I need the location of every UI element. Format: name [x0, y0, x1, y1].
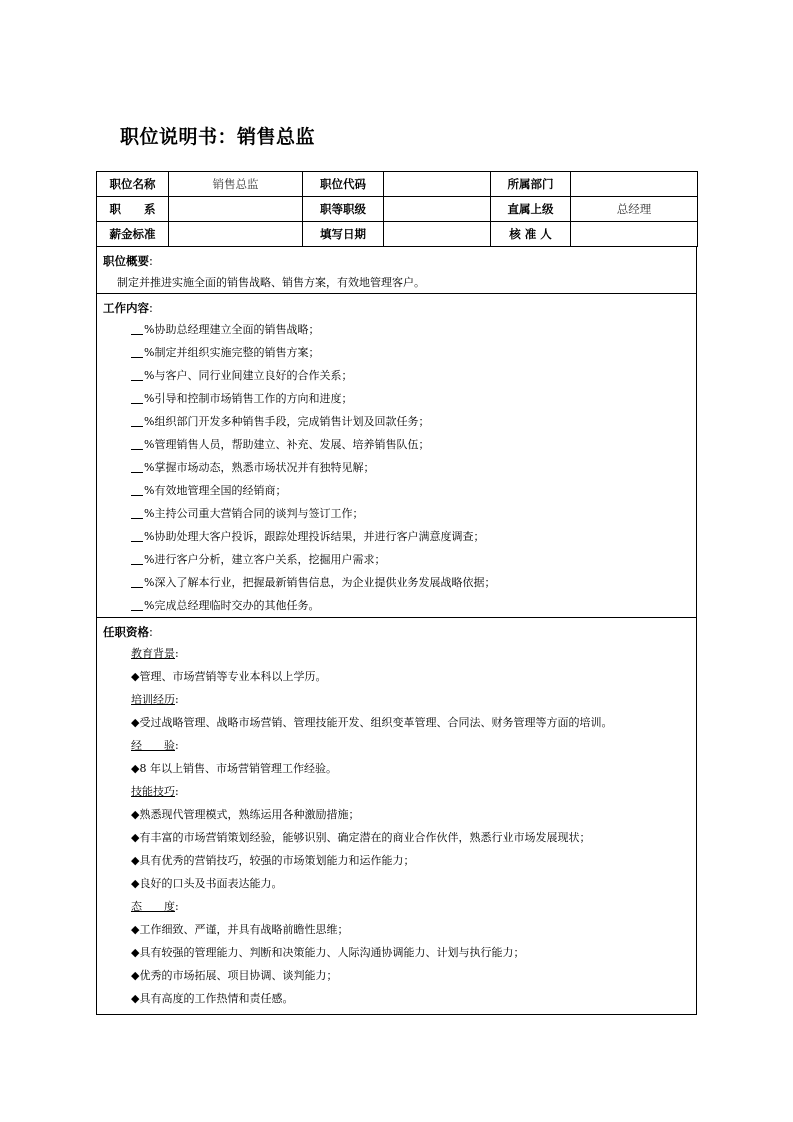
- qualifications-title-text: 任职资格: [103, 625, 149, 639]
- fill-date-value: [384, 222, 491, 247]
- education-item: ◆管理、市场营销等专业本科以上学历。: [131, 670, 327, 683]
- qualifications-title-colon: :: [149, 625, 153, 639]
- duties-list: [97, 318, 696, 617]
- salary-value: [169, 222, 303, 247]
- grade-level-label: 职等职级: [303, 197, 384, 222]
- duty-item: [97, 318, 696, 341]
- experience-label: 经 验: [131, 739, 175, 752]
- education-label: 教育背景: [131, 647, 175, 660]
- duties-title-text: 工作内容: [103, 301, 149, 315]
- overview-text: 制定并推进实施全面的销售战略、销售方案，有效地管理客户。: [117, 276, 425, 289]
- attitude-item: ◆具有较强的管理能力、判断和决策能力、人际沟通协调能力、计划与执行能力；: [131, 946, 525, 959]
- duty-text: %主持公司重大营销合同的谈判与签订工作；: [144, 507, 364, 520]
- skills-heading: [97, 780, 696, 803]
- attitude-heading: [97, 895, 696, 918]
- duty-item: [97, 364, 696, 387]
- duty-text: %协助处理大客户投诉，跟踪处理投诉结果，并进行客户满意度调查；: [144, 530, 485, 543]
- blank-underline: [131, 437, 143, 450]
- info-row: [97, 222, 698, 247]
- department-value: [571, 172, 698, 197]
- skills-label: 技能技巧: [131, 785, 175, 798]
- qualifications-section: [96, 618, 697, 1015]
- duty-item: [97, 479, 696, 502]
- blank-underline: [131, 506, 143, 519]
- page-title: 职位说明书：销售总监: [120, 126, 316, 148]
- duty-item: [97, 594, 696, 617]
- duty-item: [97, 502, 696, 525]
- blank-underline: [131, 460, 143, 473]
- info-table: [96, 171, 698, 247]
- blank-underline: [131, 345, 143, 358]
- job-family-label: 职 系: [97, 197, 169, 222]
- blank-underline: [131, 322, 143, 335]
- duty-text: %管理销售人员，帮助建立、补充、发展、培养销售队伍；: [144, 438, 430, 451]
- experience-item: ◆8 年以上销售、市场营销管理工作经验。: [131, 762, 337, 775]
- duty-text: %制定并组织实施完整的销售方案；: [144, 346, 320, 359]
- blank-underline: [131, 414, 143, 427]
- duty-text: %有效地管理全国的经销商；: [144, 484, 287, 497]
- duties-title-colon: :: [149, 301, 153, 315]
- info-row: [97, 172, 698, 197]
- training-heading: [97, 688, 696, 711]
- approver-value: [571, 222, 698, 247]
- experience-colon: :: [175, 739, 179, 752]
- grade-level-value: [384, 197, 491, 222]
- duties-section: [96, 294, 697, 618]
- blank-underline: [131, 575, 143, 588]
- qualifications-title: [97, 622, 696, 642]
- education-colon: :: [175, 647, 179, 660]
- training-item: ◆受过战略管理、战略市场营销、管理技能开发、组织变革管理、合同法、财务管理等方面的培训。: [131, 716, 613, 729]
- position-code-value: [384, 172, 491, 197]
- salary-label: 薪金标准: [97, 222, 169, 247]
- overview-section: [96, 247, 697, 294]
- duty-item: [97, 387, 696, 410]
- duty-item: [97, 433, 696, 456]
- duty-text: %组织部门开发多种销售手段，完成销售计划及回款任务；: [144, 415, 430, 428]
- duty-item: [97, 410, 696, 433]
- direct-supervisor-label: 直属上级: [491, 197, 571, 222]
- blank-underline: [131, 552, 143, 565]
- duty-text: %完成总经理临时交办的其他任务。: [144, 599, 320, 612]
- blank-underline: [131, 529, 143, 542]
- training-colon: :: [175, 693, 179, 706]
- attitude-colon: :: [175, 900, 179, 913]
- position-name-value: 销售总监: [169, 172, 303, 197]
- duty-item: [97, 341, 696, 364]
- attitude-item: ◆具有高度的工作热情和责任感。: [131, 992, 294, 1005]
- duty-text: %掌握市场动态，熟悉市场状况并有独特见解；: [144, 461, 375, 474]
- fill-date-label: 填写日期: [303, 222, 384, 247]
- duty-item: [97, 525, 696, 548]
- job-description-form: [96, 171, 697, 1015]
- attitude-item: ◆优秀的市场拓展、项目协调、谈判能力；: [131, 969, 338, 982]
- approver-label: 核 准 人: [491, 222, 571, 247]
- job-family-value: [169, 197, 303, 222]
- overview-title-text: 职位概要: [103, 254, 149, 268]
- training-label: 培训经历: [131, 693, 175, 706]
- qualifications-list: [97, 642, 696, 1010]
- position-name-label: 职位名称: [97, 172, 169, 197]
- duty-text: %引导和控制市场销售工作的方向和进度；: [144, 392, 353, 405]
- duties-title: [97, 298, 696, 318]
- duty-text: %进行客户分析，建立客户关系，挖掘用户需求；: [144, 553, 386, 566]
- skills-item: ◆具有优秀的营销技巧，较强的市场策划能力和运作能力；: [131, 854, 415, 867]
- skills-item: ◆良好的口头及书面表达能力。: [131, 877, 283, 890]
- education-heading: [97, 642, 696, 665]
- direct-supervisor-value: 总经理: [571, 197, 698, 222]
- attitude-label: 态 度: [131, 900, 175, 913]
- overview-title: [97, 251, 696, 271]
- attitude-item: ◆工作细致、严谨，并具有战略前瞻性思维；: [131, 923, 349, 936]
- duty-item: [97, 571, 696, 594]
- skills-item: ◆有丰富的市场营销策划经验，能够识别、确定潜在的商业合作伙伴，熟悉行业市场发展现状；: [131, 831, 591, 844]
- duty-text: %协助总经理建立全面的销售战略；: [144, 323, 320, 336]
- experience-heading: [97, 734, 696, 757]
- blank-underline: [131, 598, 143, 611]
- overview-title-colon: :: [149, 254, 153, 268]
- position-code-label: 职位代码: [303, 172, 384, 197]
- skills-item: ◆熟悉现代管理模式，熟练运用各种激励措施；: [131, 808, 360, 821]
- department-label: 所属部门: [491, 172, 571, 197]
- duty-item: [97, 548, 696, 571]
- info-row: [97, 197, 698, 222]
- duty-item: [97, 456, 696, 479]
- skills-colon: :: [175, 785, 179, 798]
- blank-underline: [131, 391, 143, 404]
- blank-underline: [131, 368, 143, 381]
- blank-underline: [131, 483, 143, 496]
- duty-text: %与客户、同行业间建立良好的合作关系；: [144, 369, 353, 382]
- duty-text: %深入了解本行业，把握最新销售信息，为企业提供业务发展战略依据；: [144, 576, 496, 589]
